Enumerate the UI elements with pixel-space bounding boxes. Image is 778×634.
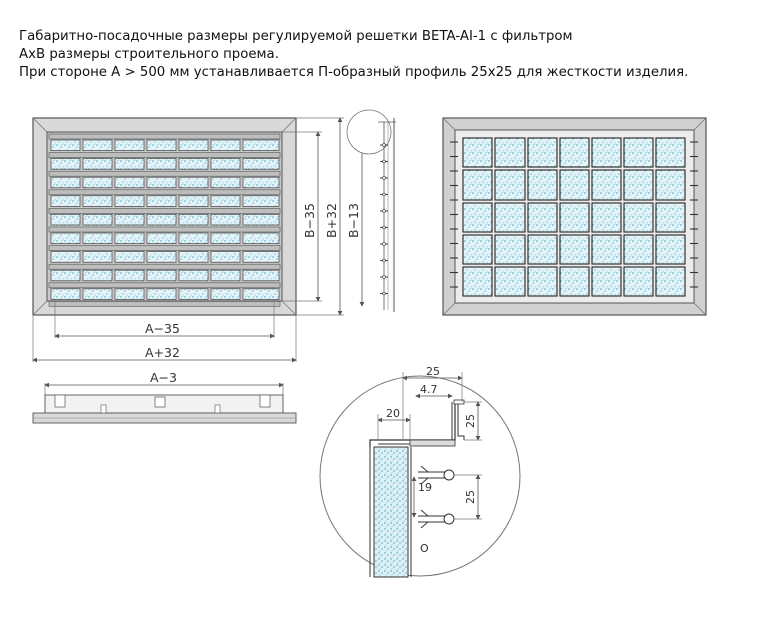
filter-cell	[624, 203, 653, 232]
front-filter-cell	[115, 177, 144, 188]
front-filter-cell	[147, 252, 176, 263]
filter-cell	[656, 138, 685, 167]
filter-cell	[528, 267, 557, 296]
bottom-view	[33, 370, 296, 423]
filter-cell	[495, 235, 525, 264]
front-filter-cell	[147, 140, 176, 151]
front-filter-cell	[51, 140, 80, 151]
detail-circle	[320, 376, 520, 577]
filter-cell	[495, 170, 525, 200]
front-filter-cell	[147, 196, 176, 207]
front-filter-cell	[179, 159, 208, 170]
dim-25-profile: 25	[464, 414, 477, 428]
filter-cell	[560, 267, 589, 296]
front-filter-cell	[83, 196, 112, 207]
dim-19: 19	[418, 481, 432, 494]
front-filter-cell	[243, 252, 279, 263]
filter-cell	[528, 138, 557, 167]
dim-4-7: 4.7	[420, 383, 438, 396]
filter-cell	[624, 235, 653, 264]
front-filter-cell	[51, 214, 80, 225]
front-filter-cell	[211, 196, 240, 207]
dim-25-pitch: 25	[464, 490, 477, 504]
filter-cell	[624, 170, 653, 200]
dim-a-minus-35: A−35	[145, 321, 180, 336]
front-filter-cell	[211, 289, 240, 300]
dim-b-plus-32: B+32	[324, 203, 339, 238]
filter-cell	[592, 235, 621, 264]
filter-cell	[463, 170, 492, 200]
front-filter-cell	[115, 252, 144, 263]
front-filter-cell	[179, 214, 208, 225]
front-filter-cell	[115, 233, 144, 244]
side-blade-pin	[383, 144, 386, 147]
filter-cell	[624, 267, 653, 296]
front-filter-cell	[147, 270, 176, 281]
filter-cell	[528, 235, 557, 264]
front-filter-cell	[243, 140, 279, 151]
filter-cell	[656, 267, 685, 296]
front-filter-cell	[211, 177, 240, 188]
front-filter-cell	[115, 270, 144, 281]
front-filter-cell	[179, 252, 208, 263]
front-filter-cell	[115, 159, 144, 170]
filter-cell	[560, 138, 589, 167]
filter-cell	[592, 138, 621, 167]
filter-cell	[592, 170, 621, 200]
side-blade-pin	[383, 259, 386, 262]
filter-cell	[495, 138, 525, 167]
front-filter-cell	[211, 233, 240, 244]
front-filter-cell	[147, 233, 176, 244]
side-blade-pin	[383, 160, 386, 163]
front-filter-cell	[211, 159, 240, 170]
filter-cell	[495, 267, 525, 296]
front-blade	[49, 301, 280, 306]
dim-b-minus-13: B−13	[346, 203, 361, 238]
front-filter-cell	[147, 214, 176, 225]
front-blade	[49, 190, 280, 195]
front-blade	[49, 246, 280, 251]
front-filter-cell	[179, 140, 208, 151]
front-filter-cell	[115, 214, 144, 225]
dim-a-minus-3: A−3	[150, 370, 177, 385]
filter-cell	[656, 235, 685, 264]
front-filter-slots	[49, 134, 280, 306]
filter-cell	[528, 170, 557, 200]
front-filter-cell	[243, 177, 279, 188]
side-blade-pin	[383, 193, 386, 196]
front-filter-cell	[83, 159, 112, 170]
front-view	[33, 118, 296, 315]
front-filter-cell	[243, 289, 279, 300]
detail-circle-mark: O	[420, 542, 429, 555]
side-blade-pin	[383, 210, 386, 213]
filter-cell	[463, 138, 492, 167]
front-filter-cell	[179, 196, 208, 207]
front-filter-cell	[179, 233, 208, 244]
front-filter-cell	[179, 270, 208, 281]
filter-cell	[592, 203, 621, 232]
front-filter-cell	[211, 214, 240, 225]
front-filter-cell	[115, 196, 144, 207]
filter-cell	[656, 203, 685, 232]
front-filter-cell	[51, 159, 80, 170]
filter-cell	[463, 235, 492, 264]
front-blade	[49, 171, 280, 176]
front-filter-cell	[83, 270, 112, 281]
front-filter-cell	[147, 177, 176, 188]
front-filter-cell	[51, 252, 80, 263]
front-filter-cell	[83, 233, 112, 244]
front-filter-cell	[211, 140, 240, 151]
front-filter-cell	[243, 214, 279, 225]
front-filter-cell	[179, 289, 208, 300]
front-filter-cell	[243, 196, 279, 207]
filter-cell	[495, 203, 525, 232]
front-filter-cell	[147, 289, 176, 300]
filter-cell	[656, 170, 685, 200]
front-filter-cell	[179, 177, 208, 188]
front-filter-cell	[51, 233, 80, 244]
filter-cell	[560, 203, 589, 232]
front-filter-cell	[147, 159, 176, 170]
front-filter-cell	[211, 252, 240, 263]
filter-grid	[463, 138, 685, 296]
front-filter-cell	[243, 159, 279, 170]
front-filter-cell	[83, 252, 112, 263]
front-blade	[49, 208, 280, 213]
front-blade	[49, 283, 280, 288]
front-filter-cell	[51, 270, 80, 281]
front-filter-cell	[51, 196, 80, 207]
filter-cell	[528, 203, 557, 232]
front-filter-cell	[83, 177, 112, 188]
front-filter-cell	[243, 233, 279, 244]
header-line-1: Габаритно-посадочные размеры регулируемой решетки BETA-AI-1 с фильтром	[19, 29, 573, 44]
dim-a-plus-32: A+32	[145, 345, 180, 360]
front-blade	[49, 264, 280, 269]
side-blade-pin	[383, 292, 386, 295]
dim-20: 20	[386, 407, 400, 420]
front-filter-cell	[51, 289, 80, 300]
filter-cell	[560, 235, 589, 264]
front-filter-cell	[211, 270, 240, 281]
filter-cell	[463, 203, 492, 232]
filter-cell	[560, 170, 589, 200]
dim-25-top: 25	[426, 365, 440, 378]
side-blade-pin	[383, 243, 386, 246]
front-blade	[49, 153, 280, 158]
filter-cell	[463, 267, 492, 296]
filter-view	[443, 118, 706, 315]
front-blade	[49, 227, 280, 232]
front-filter-cell	[51, 177, 80, 188]
front-filter-cell	[243, 270, 279, 281]
front-filter-cell	[115, 140, 144, 151]
side-blade-pin	[383, 276, 386, 279]
dim-b-minus-35: B−35	[302, 203, 317, 238]
header-line-2: AxB размеры строительного проема.	[19, 47, 279, 62]
side-blade-pin	[383, 226, 386, 229]
front-blade	[49, 134, 280, 139]
front-filter-cell	[83, 214, 112, 225]
front-filter-cell	[83, 140, 112, 151]
header-line-3: При стороне A > 500 мм устанавливается П-образный профиль 25x25 для жесткости изделия.	[19, 65, 689, 80]
filter-cell	[624, 138, 653, 167]
side-blade-pin	[383, 177, 386, 180]
filter-cell	[592, 267, 621, 296]
front-filter-cell	[115, 289, 144, 300]
front-filter-cell	[83, 289, 112, 300]
